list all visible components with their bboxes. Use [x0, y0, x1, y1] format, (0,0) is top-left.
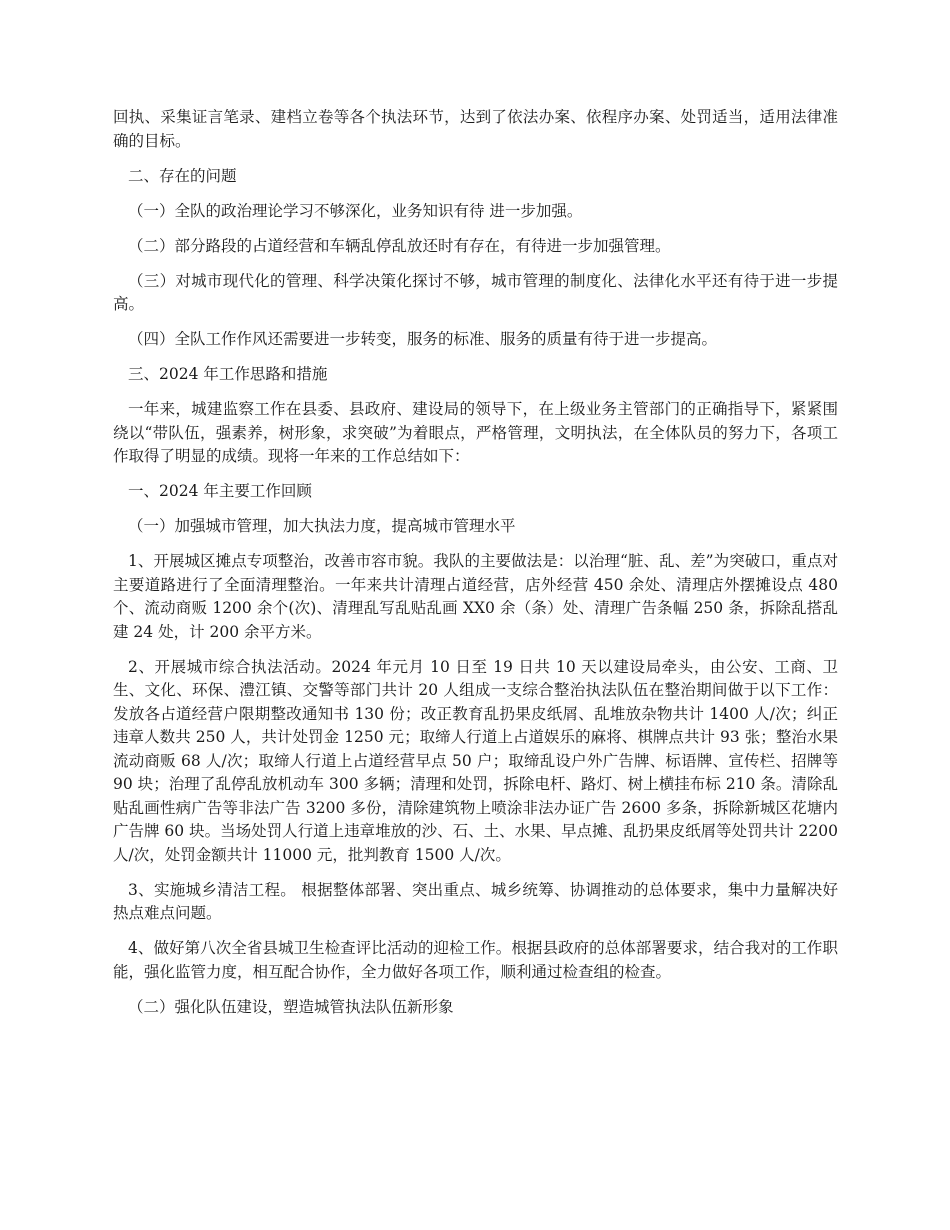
subsection-heading-management: （一）加强城市管理，加大执法力度，提高城市管理水平	[128, 517, 516, 535]
section-heading-plans: 三、2024 年工作思路和措施	[128, 365, 328, 383]
document-body	[113, 106, 838, 1031]
problem-item-3: （三）对城市现代化的管理、科学决策化探讨不够，城市管理的制度化、法律化水平还有待于进一步提高。	[113, 271, 838, 313]
problem-item-4: （四）全队工作作风还需要进一步转变，服务的标准、服务的质量有待于进一步提高。	[128, 330, 718, 348]
paragraph-continuation: 回执、采集证言笔录、建档立卷等各个执法环节，达到了依法办案、依程序办案、处罚适当，适用法律准确的目标。	[113, 108, 838, 150]
section-heading-problems: 二、存在的问题	[128, 166, 237, 185]
section-heading-review: 一、2024 年主要工作回顾	[128, 482, 312, 500]
subsection-heading-team: （二）强化队伍建设，塑造城管执法队伍新形象	[128, 997, 454, 1016]
work-item-4: 4、做好第八次全省县城卫生检查评比活动的迎检工作。根据县政府的总体部署要求，结合我对的工作职能，强化监管力度，相互配合协作，全力做好各项工作，顺利通过检查组的检查。	[113, 939, 838, 981]
work-item-3: 3、实施城乡清洁工程。 根据整体部署、突出重点、城乡统筹、协调推动的总体要求，集中力量解决好热点难点问题。	[113, 880, 838, 922]
work-item-2: 2、开展城市综合执法活动。2024 年元月 10 日至 19 日共 10 天以建设局牵头，由公安、工商、卫生、文化、环保、澧江镇、交警等部门共计 20 人组成一支综合整治执法队伍在整治期间做于以下工作：发放各占道经营户限期整改通知书 130 份；改正教育乱扔果皮纸屑、乱堆放杂物共计 1400 人/次；纠正违章人数共 250 人，共计处罚金 1250 元；取缔人行道上占道娱乐的麻将、棋牌点共计 93 张；整治水果流动商贩 68 人/次；取缔人行道上占道经营早点 50 户；取缔乱设户外广告牌、标语牌、宣传栏、招牌等 90 块；治理了乱停乱放机动车 300 多辆；清理和处罚，拆除电杆、路灯、树上横挂布标 210 条。清除乱贴乱画性病广告等非法广告 3200 多份，清除建筑物上喷涂非法办证广告 2600 多条，拆除新城区花塘内广告牌 60 块。当场处罚人行道上违章堆放的沙、石、土、水果、早点摊、乱扔果皮纸屑等处罚共计 2200 人/次，处罚金额共计 11000 元，批判教育 1500 人/次。	[113, 657, 838, 864]
summary-intro-paragraph: 一年来，城建监察工作在县委、县政府、建设局的领导下，在上级业务主管部门的正确指导下，紧紧围绕以“带队伍，强素养，树形象，求突破”为着眼点，严格管理，文明执法，在全体队员的努力下，各项工作取得了明显的成绩。现将一年来的工作总结如下：	[113, 400, 838, 465]
problem-item-1: （一）全队的政治理论学习不够深化，业务知识有待 进一步加强。	[128, 201, 583, 220]
problem-item-2: （二）部分路段的占道经营和车辆乱停乱放还时有存在，有待进一步加强管理。	[128, 236, 671, 255]
work-item-1: 1、开展城区摊点专项整治，改善市容市貌。我队的主要做法是：以治理“脏、乱、差”为突破口，重点对主要道路进行了全面清理整治。一年来共计清理占道经营，店外经营 450 余处、清理店外摆摊设点 480 个、流动商贩 1200 余个(次)、清理乱写乱贴乱画 XX0 余（条）处、清理广告条幅 250 条，拆除乱搭乱建 24 处，计 200 余平方米。	[113, 552, 838, 641]
